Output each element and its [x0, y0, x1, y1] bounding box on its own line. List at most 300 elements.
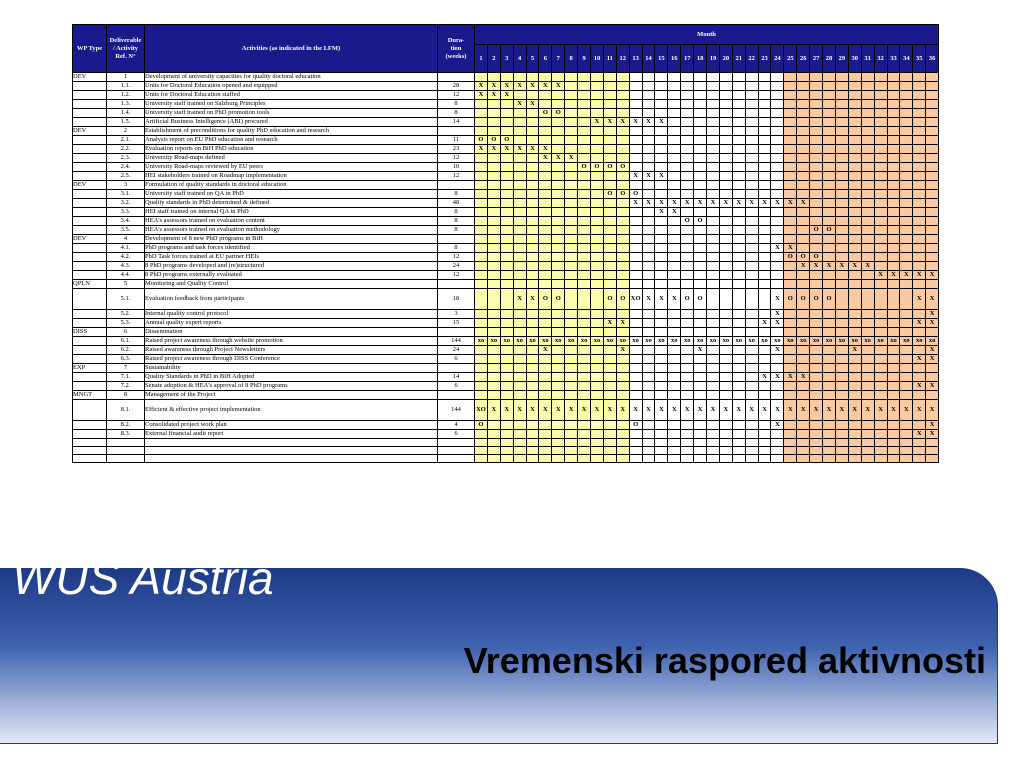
month-cell [797, 190, 810, 199]
month-cell [578, 439, 591, 447]
month-cell [797, 208, 810, 217]
month-cell: X [655, 172, 668, 181]
month-cell [500, 271, 513, 280]
month-cell [694, 439, 707, 447]
month-cell [707, 217, 720, 226]
month-cell [874, 364, 887, 373]
month-cell: X [500, 145, 513, 154]
month-cell [745, 430, 758, 439]
wp-type-cell: QPLN [73, 280, 107, 289]
month-cell [900, 430, 913, 439]
month-cell [848, 447, 861, 455]
month-cell [874, 73, 887, 82]
duration-cell: 28 [438, 82, 475, 91]
month-cell [539, 447, 552, 455]
month-cell [539, 430, 552, 439]
month-cell [668, 346, 681, 355]
month-cell [732, 346, 745, 355]
month-cell [835, 208, 848, 217]
month-cell [642, 109, 655, 118]
month-cell [797, 310, 810, 319]
month-cell [578, 118, 591, 127]
table-row [73, 355, 939, 364]
month-cell [500, 280, 513, 289]
month-cell [913, 217, 926, 226]
month-cell [487, 253, 500, 262]
month-cell: O [823, 226, 836, 235]
month-cell: xo [552, 337, 565, 346]
month-cell: X [642, 199, 655, 208]
month-cell [642, 421, 655, 430]
month-cell [797, 118, 810, 127]
month-cell: xo [565, 337, 578, 346]
month-cell [758, 430, 771, 439]
duration-cell: 12 [438, 271, 475, 280]
month-cell [861, 109, 874, 118]
month-cell: X [655, 400, 668, 421]
ref-cell: 6.3. [107, 355, 145, 364]
month-cell [848, 364, 861, 373]
month-cell [475, 382, 488, 391]
month-cell [655, 391, 668, 400]
month-cell [629, 145, 642, 154]
month-cell [719, 310, 732, 319]
ref-cell: 5.2. [107, 310, 145, 319]
month-cell [694, 208, 707, 217]
month-cell [732, 253, 745, 262]
month-cell [732, 109, 745, 118]
month-cell [668, 136, 681, 145]
month-cell [707, 154, 720, 163]
month-cell [513, 208, 526, 217]
month-cell [926, 208, 939, 217]
month-cell [475, 127, 488, 136]
month-cell: xo [694, 337, 707, 346]
month-cell [526, 430, 539, 439]
month-cell [655, 439, 668, 447]
month-cell [771, 391, 784, 400]
month-cell [861, 100, 874, 109]
month-cell [707, 136, 720, 145]
month-cell [500, 455, 513, 463]
month-cell: X [487, 82, 500, 91]
month-cell [758, 447, 771, 455]
month-cell [565, 262, 578, 271]
month-cell [539, 439, 552, 447]
month-cell [719, 430, 732, 439]
month-header-16: 16 [668, 45, 681, 73]
month-cell [771, 73, 784, 82]
month-cell [616, 244, 629, 253]
month-cell [668, 226, 681, 235]
month-cell [694, 455, 707, 463]
month-cell [745, 226, 758, 235]
month-cell [900, 447, 913, 455]
month-cell [874, 217, 887, 226]
month-cell [565, 118, 578, 127]
month-cell [578, 109, 591, 118]
month-cell [861, 455, 874, 463]
month-cell [694, 328, 707, 337]
month-cell [797, 154, 810, 163]
month-cell [874, 118, 887, 127]
header-deliverable [107, 25, 145, 73]
table-row [73, 208, 939, 217]
month-cell [668, 280, 681, 289]
month-cell [900, 346, 913, 355]
month-cell [887, 73, 900, 82]
blank-row [73, 455, 939, 463]
month-cell [861, 136, 874, 145]
month-cell [835, 145, 848, 154]
month-cell [475, 439, 488, 447]
month-cell [603, 328, 616, 337]
month-cell [487, 154, 500, 163]
month-cell [719, 447, 732, 455]
month-cell [887, 163, 900, 172]
month-cell [681, 73, 694, 82]
month-cell [642, 430, 655, 439]
month-cell [823, 280, 836, 289]
month-cell [500, 319, 513, 328]
month-cell [900, 455, 913, 463]
month-cell [681, 319, 694, 328]
month-cell: xo [848, 337, 861, 346]
month-cell [565, 430, 578, 439]
month-cell [539, 373, 552, 382]
month-cell [707, 172, 720, 181]
month-cell [732, 91, 745, 100]
month-cell [552, 91, 565, 100]
month-cell [771, 109, 784, 118]
month-cell [552, 100, 565, 109]
month-cell [629, 271, 642, 280]
month-cell [874, 109, 887, 118]
month-cell [629, 253, 642, 262]
month-cell: X [874, 271, 887, 280]
month-cell [913, 154, 926, 163]
month-cell [745, 373, 758, 382]
month-cell [848, 82, 861, 91]
month-cell [707, 181, 720, 190]
month-cell [475, 346, 488, 355]
month-cell [797, 271, 810, 280]
ref-cell: 5.1. [107, 289, 145, 310]
wp-type-cell: DEV [73, 235, 107, 244]
month-header-21: 21 [732, 45, 745, 73]
month-cell: xo [487, 337, 500, 346]
month-cell [887, 319, 900, 328]
month-cell [526, 391, 539, 400]
month-cell [629, 82, 642, 91]
month-cell [552, 310, 565, 319]
month-cell [784, 391, 797, 400]
month-cell [578, 181, 591, 190]
month-cell [642, 91, 655, 100]
month-cell [539, 100, 552, 109]
month-cell [835, 271, 848, 280]
month-cell: X [500, 82, 513, 91]
month-cell [835, 118, 848, 127]
month-cell [578, 199, 591, 208]
month-header-25: 25 [784, 45, 797, 73]
month-cell [591, 73, 604, 82]
month-cell [694, 235, 707, 244]
month-cell [784, 271, 797, 280]
table-row [73, 136, 939, 145]
month-cell [539, 328, 552, 337]
wp-type-cell: DISS [73, 328, 107, 337]
month-cell [861, 430, 874, 439]
month-cell [578, 217, 591, 226]
month-cell [526, 253, 539, 262]
month-cell [681, 373, 694, 382]
month-cell [745, 172, 758, 181]
month-cell: X [810, 400, 823, 421]
month-cell [823, 430, 836, 439]
month-cell [745, 346, 758, 355]
month-cell [668, 91, 681, 100]
month-cell [487, 109, 500, 118]
month-cell [642, 346, 655, 355]
month-cell: X [926, 421, 939, 430]
month-cell [913, 118, 926, 127]
month-cell [797, 172, 810, 181]
month-cell [823, 190, 836, 199]
month-cell [758, 100, 771, 109]
month-cell: X [475, 145, 488, 154]
month-cell [707, 100, 720, 109]
month-cell: X [719, 199, 732, 208]
month-cell [526, 439, 539, 447]
month-cell: xo [539, 337, 552, 346]
month-cell [603, 208, 616, 217]
month-cell [513, 190, 526, 199]
month-cell [500, 73, 513, 82]
month-cell [655, 244, 668, 253]
month-cell: X [565, 154, 578, 163]
month-cell [848, 373, 861, 382]
month-cell [719, 244, 732, 253]
month-cell [591, 346, 604, 355]
month-cell [655, 82, 668, 91]
month-cell [784, 118, 797, 127]
ref-cell: 1 [107, 73, 145, 82]
month-cell [513, 262, 526, 271]
duration-cell: 8 [438, 217, 475, 226]
month-cell [835, 82, 848, 91]
month-cell: X [900, 271, 913, 280]
month-cell [565, 280, 578, 289]
month-cell [835, 253, 848, 262]
month-cell [694, 271, 707, 280]
table-row [73, 91, 939, 100]
activity-cell: Quality standards in PhD determined & defined [145, 199, 438, 208]
month-cell [900, 382, 913, 391]
month-cell: X [642, 289, 655, 310]
month-cell [603, 73, 616, 82]
month-cell [539, 118, 552, 127]
month-cell [784, 181, 797, 190]
month-header-28: 28 [823, 45, 836, 73]
month-cell [603, 154, 616, 163]
month-cell [874, 190, 887, 199]
month-cell [913, 391, 926, 400]
month-cell [655, 455, 668, 463]
month-header-36: 36 [926, 45, 939, 73]
month-cell [500, 355, 513, 364]
month-cell: xo [913, 337, 926, 346]
month-cell: xo [784, 337, 797, 346]
month-cell [616, 136, 629, 145]
month-cell [655, 154, 668, 163]
table-row [73, 82, 939, 91]
month-cell [797, 181, 810, 190]
month-cell [526, 328, 539, 337]
month-cell [552, 382, 565, 391]
month-cell [513, 199, 526, 208]
month-cell [487, 439, 500, 447]
month-cell [835, 244, 848, 253]
month-cell [500, 382, 513, 391]
month-cell [835, 455, 848, 463]
wp-type-cell [73, 355, 107, 364]
month-cell [616, 73, 629, 82]
month-cell: O [694, 289, 707, 310]
month-cell [552, 73, 565, 82]
blank-cell [438, 455, 475, 463]
month-cell: X [694, 400, 707, 421]
month-cell [694, 430, 707, 439]
month-cell: xo [887, 337, 900, 346]
month-cell [707, 328, 720, 337]
month-cell [565, 355, 578, 364]
month-cell [797, 235, 810, 244]
duration-cell [438, 73, 475, 82]
month-cell [591, 364, 604, 373]
month-cell [603, 447, 616, 455]
month-cell [861, 319, 874, 328]
month-cell [513, 109, 526, 118]
month-cell [487, 208, 500, 217]
header-duration-line3: (weeks) [445, 52, 467, 60]
month-cell [603, 181, 616, 190]
month-cell [810, 447, 823, 455]
month-cell [758, 181, 771, 190]
month-cell [797, 421, 810, 430]
month-cell [526, 355, 539, 364]
ref-cell: 1.5. [107, 118, 145, 127]
month-cell [913, 172, 926, 181]
month-cell [874, 280, 887, 289]
month-cell [655, 163, 668, 172]
month-header-11: 11 [603, 45, 616, 73]
month-cell [668, 373, 681, 382]
month-cell [694, 118, 707, 127]
wp-type-cell [73, 145, 107, 154]
wp-type-cell [73, 136, 107, 145]
month-cell [603, 346, 616, 355]
month-cell [629, 328, 642, 337]
month-cell [500, 109, 513, 118]
month-cell [771, 91, 784, 100]
month-cell [745, 455, 758, 463]
month-cell: xo [771, 337, 784, 346]
month-cell [913, 455, 926, 463]
month-cell [487, 172, 500, 181]
month-cell [913, 127, 926, 136]
month-cell [694, 190, 707, 199]
month-cell [810, 373, 823, 382]
month-cell [771, 172, 784, 181]
month-cell [642, 271, 655, 280]
month-cell [848, 226, 861, 235]
month-cell [913, 181, 926, 190]
month-cell [758, 127, 771, 136]
month-cell [719, 271, 732, 280]
month-cell [758, 262, 771, 271]
month-cell [835, 109, 848, 118]
month-cell [732, 373, 745, 382]
wp-type-cell [73, 217, 107, 226]
month-header-27: 27 [810, 45, 823, 73]
duration-cell: 12 [438, 172, 475, 181]
month-cell [797, 217, 810, 226]
month-cell [487, 73, 500, 82]
month-cell [848, 253, 861, 262]
month-cell [797, 346, 810, 355]
activity-cell: PhD programs and task forces identified [145, 244, 438, 253]
month-cell [655, 271, 668, 280]
month-cell [758, 190, 771, 199]
month-cell [732, 181, 745, 190]
month-cell [603, 421, 616, 430]
activity-cell: University Road-maps reviewed by EU peers [145, 163, 438, 172]
month-cell [487, 199, 500, 208]
month-cell: xo [810, 337, 823, 346]
month-cell: O [629, 421, 642, 430]
month-cell [784, 364, 797, 373]
month-cell [681, 136, 694, 145]
month-cell [694, 373, 707, 382]
month-cell [487, 346, 500, 355]
blank-row [73, 439, 939, 447]
month-cell: X [926, 382, 939, 391]
month-cell [681, 208, 694, 217]
month-cell: X [565, 400, 578, 421]
table-row [73, 253, 939, 262]
month-cell [513, 455, 526, 463]
month-cell [565, 190, 578, 199]
month-cell [745, 217, 758, 226]
month-cell: xo [707, 337, 720, 346]
month-cell [629, 280, 642, 289]
month-cell [668, 439, 681, 447]
month-cell [526, 208, 539, 217]
month-cell [475, 109, 488, 118]
month-cell [642, 181, 655, 190]
month-cell [732, 382, 745, 391]
month-cell: X [771, 421, 784, 430]
month-cell [732, 271, 745, 280]
month-cell [526, 136, 539, 145]
activity-cell: HEI stakeholders trained on Roadmap implementation [145, 172, 438, 181]
month-cell [668, 447, 681, 455]
month-cell [629, 455, 642, 463]
month-cell [552, 208, 565, 217]
month-cell [487, 190, 500, 199]
month-cell [629, 262, 642, 271]
